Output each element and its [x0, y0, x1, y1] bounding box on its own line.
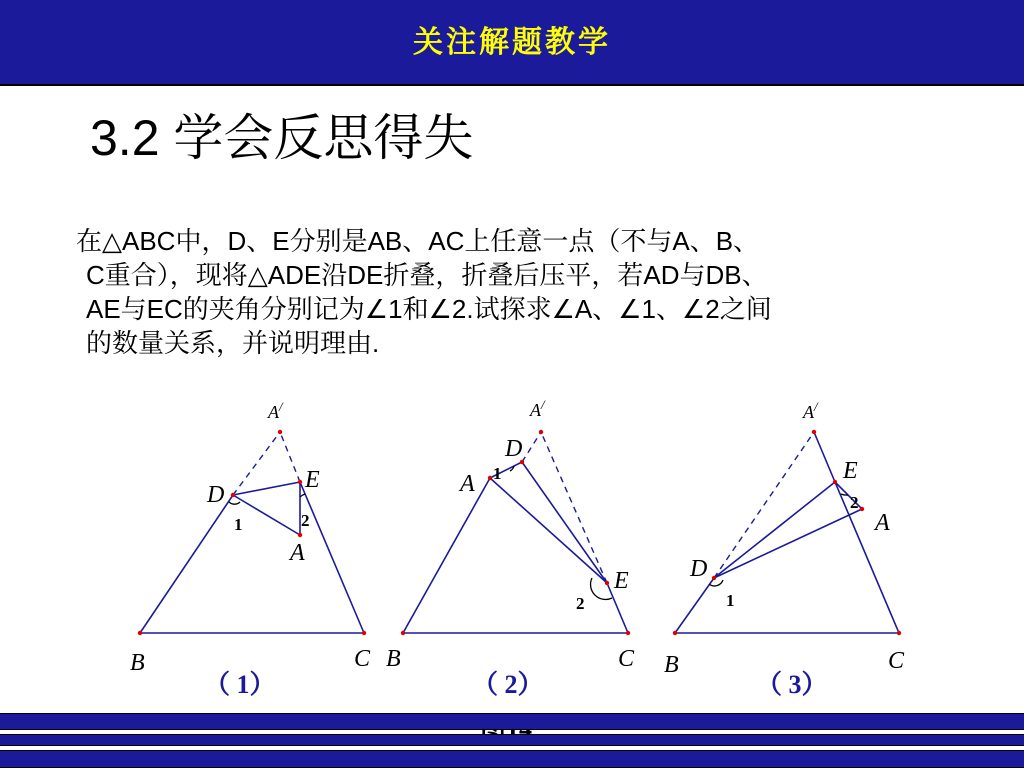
segment-DA [233, 495, 300, 535]
segment-DE [233, 482, 300, 495]
point-C [897, 631, 901, 635]
label-angle-2: 2 [576, 594, 585, 613]
label-D: D [690, 556, 708, 582]
label-C: C [354, 646, 371, 672]
footer-bars [0, 713, 1024, 768]
label-B: B [130, 650, 145, 676]
label-D: D [207, 482, 225, 508]
caption-figure-1: （ 1） [204, 670, 276, 699]
geometry-figures [0, 390, 1024, 680]
figure-3 [664, 399, 905, 678]
label-D: D [505, 436, 523, 462]
label-A-prime: A/ [530, 397, 545, 420]
problem-line: 的数量关系，并说明理由. [86, 328, 380, 358]
label-A: A [875, 510, 890, 536]
label-A: A [290, 540, 305, 566]
header-bar [0, 0, 1024, 86]
point-E [298, 480, 302, 484]
segment-AE [490, 478, 607, 583]
segment-BA [403, 478, 490, 633]
label-E: E [843, 458, 858, 484]
footer-bar-middle [0, 734, 1024, 746]
figure-2 [386, 397, 635, 672]
label-C: C [888, 648, 905, 674]
point-B [138, 631, 142, 635]
point-C [626, 631, 630, 635]
segment-BD [140, 495, 233, 633]
segment-DE [522, 462, 607, 583]
problem-statement [76, 224, 996, 360]
slide-title: 3.2 学会反思得失 [90, 110, 474, 166]
dashed-DA-prime [714, 432, 814, 578]
point-B [401, 631, 405, 635]
point-B [673, 631, 677, 635]
point-C [362, 631, 366, 635]
segment-EC [300, 482, 364, 633]
point-A [860, 507, 864, 511]
label-angle-1: 1 [726, 591, 735, 610]
problem-line: AE与EC的夹角分别记为∠1和∠2.试探求∠A、∠1、∠2之间 [86, 294, 772, 324]
dashed-EA-prime [541, 432, 607, 583]
point-A-prime [278, 430, 282, 434]
footer-bar-top [0, 713, 1024, 730]
segment-EC [835, 482, 899, 633]
point-A [488, 476, 492, 480]
problem-line: 在△ABC中，D、E分别是AB、AC上任意一点（不与A、B、 [76, 226, 760, 256]
label-C: C [618, 646, 635, 672]
label-A: A [460, 471, 475, 497]
label-A-prime: A/ [268, 399, 283, 422]
dashed-EA-prime [280, 432, 300, 482]
problem-line: C重合），现将△ADE沿DE折叠，折叠后压平，若AD与DB、 [86, 260, 768, 290]
figure-1 [130, 399, 371, 676]
label-B: B [664, 652, 679, 678]
label-angle-1: 1 [234, 515, 243, 534]
point-E [605, 581, 609, 585]
angle-arc-1 [229, 502, 240, 504]
point-D [231, 493, 235, 497]
segment-BD [675, 578, 714, 633]
dashed-DA-prime [522, 432, 541, 462]
label-A-prime: A/ [803, 399, 818, 422]
footer-bar-bottom [0, 750, 1024, 768]
point-E [833, 480, 837, 484]
header-title: 关注解题教学 [413, 25, 611, 60]
point-D [712, 576, 716, 580]
label-E: E [614, 568, 629, 594]
caption-figure-2: （ 2） [472, 670, 544, 699]
label-E: E [305, 467, 320, 493]
point-A-prime [539, 430, 543, 434]
label-angle-2: 2 [850, 493, 859, 512]
label-B: B [386, 646, 401, 672]
segment-A-prime-E [814, 432, 835, 482]
label-angle-1: 1 [493, 464, 502, 483]
label-angle-2: 2 [301, 511, 310, 530]
point-A [298, 533, 302, 537]
point-A-prime [812, 430, 816, 434]
caption-figure-3: （ 3） [756, 670, 828, 699]
dashed-DA-prime [233, 432, 280, 495]
